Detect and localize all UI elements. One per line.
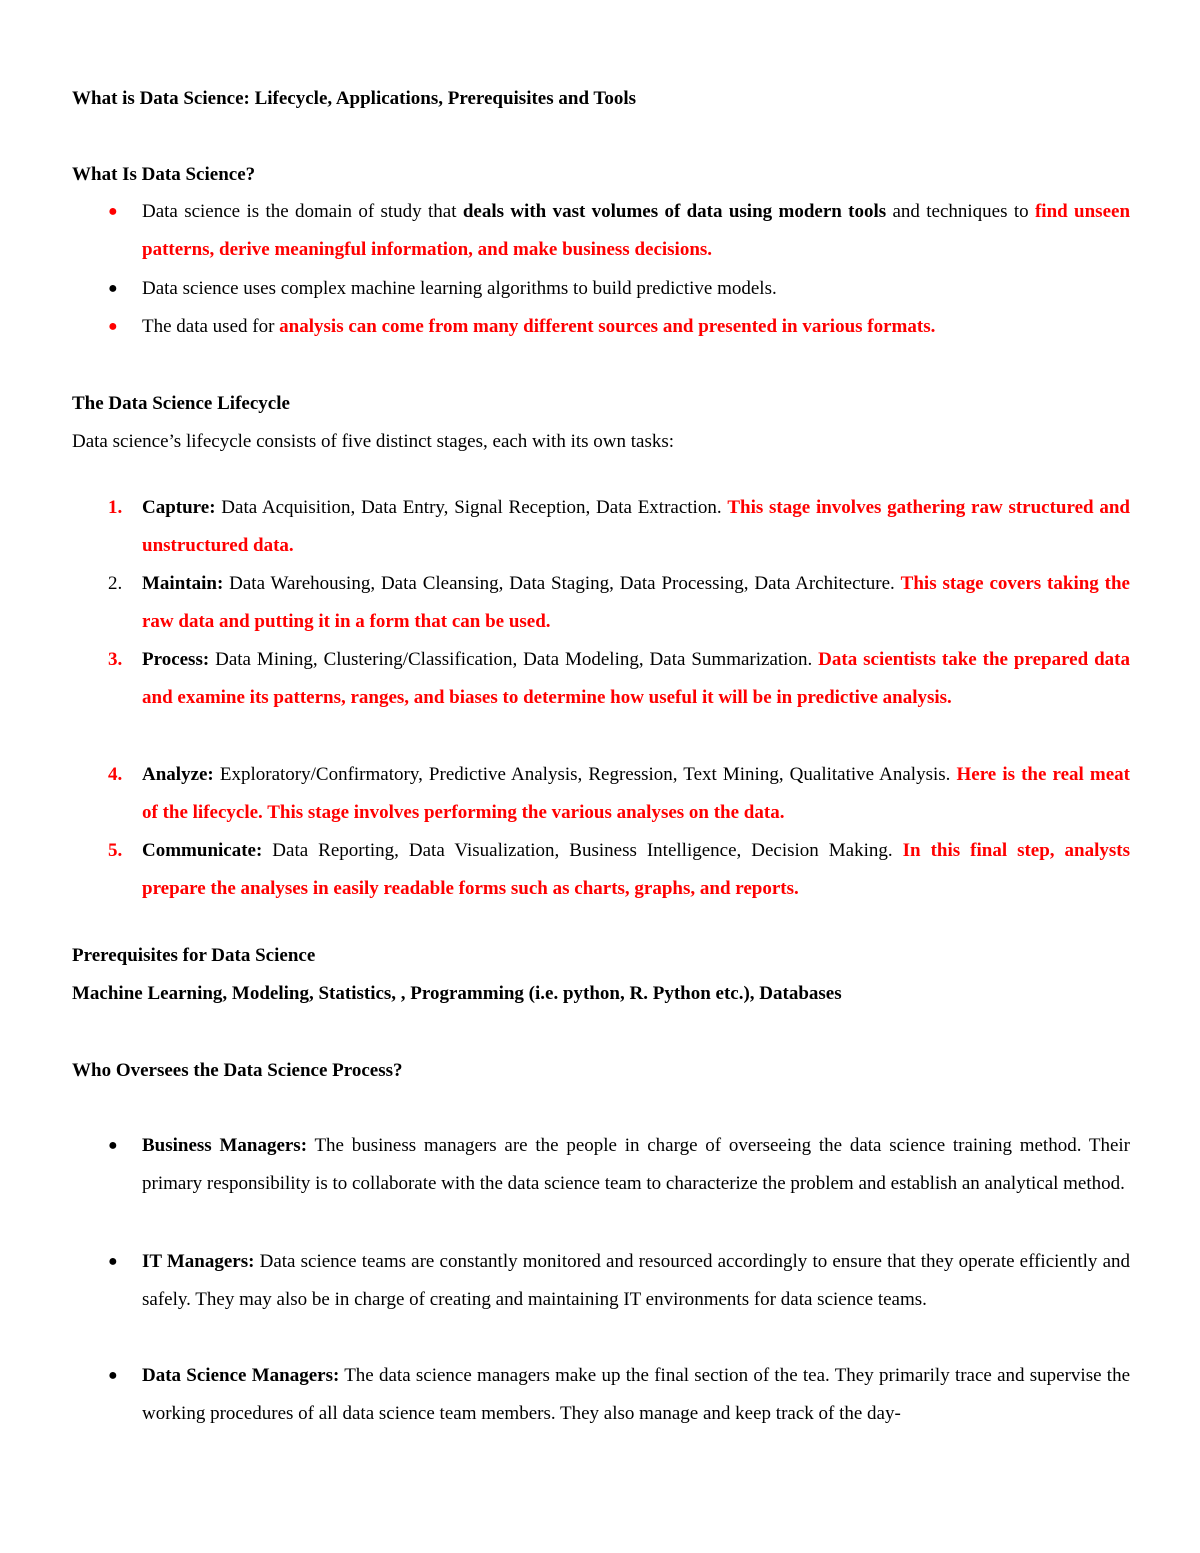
- list-item: The data used for analysis can come from many different sources and presented in various formats.: [142, 316, 936, 337]
- section-heading-oversees: Who Oversees the Data Science Process?: [72, 1060, 403, 1081]
- list-item: Data science is the domain of study that deals with vast volumes of data using modern tools and techniques to find unseen patterns, derive meaningful information, and make business decisions.: [142, 201, 1131, 260]
- lifecycle-stage-communicate: Communicate: Data Reporting, Data Visualization, Business Intelligence, Decision Making. In this final step, analysts prepare the analyses in easily readable forms such as charts, graphs, and reports.: [142, 840, 1130, 899]
- document-title: What is Data Science: Lifecycle, Applications, Prerequisites and Tools: [72, 88, 637, 109]
- bullet-icon: ●: [108, 1367, 118, 1384]
- list-number: 5.: [108, 840, 123, 861]
- list-number: 2.: [108, 573, 123, 594]
- list-item: Data science uses complex machine learning algorithms to build predictive models.: [142, 278, 777, 299]
- section-heading-lifecycle: The Data Science Lifecycle: [72, 393, 290, 414]
- list-item: IT Managers: Data science teams are constantly monitored and resourced accordingly to ensure that they operate efficiently and safely. They may also be in charge of creating and maintaining IT environments for data science teams.: [142, 1251, 1130, 1310]
- bullet-icon: ●: [108, 1253, 118, 1270]
- list-number: 3.: [108, 649, 123, 670]
- list-number: 4.: [108, 764, 123, 785]
- list-number: 1.: [108, 497, 123, 518]
- lifecycle-stage-capture: Capture: Data Acquisition, Data Entry, Signal Reception, Data Extraction. This stage involves gathering raw structured and unstructured data.: [142, 497, 1130, 556]
- section-heading-what-is-data-science: What Is Data Science?: [72, 164, 256, 185]
- lifecycle-intro: Data science’s lifecycle consists of five distinct stages, each with its own tasks:: [72, 431, 675, 452]
- bullet-icon: ●: [108, 318, 118, 335]
- list-item: Business Managers: The business managers are the people in charge of overseeing the data science training method. Their primary responsibility is to collaborate with the data science team to characterize the problem and establish an analytical method.: [142, 1135, 1131, 1194]
- bullet-icon: ●: [108, 203, 118, 220]
- prerequisites-list: Machine Learning, Modeling, Statistics, , Programming (i.e. python, R. Python etc.), Databases: [72, 983, 842, 1004]
- list-item: Data Science Managers: The data science managers make up the final section of the tea. They primarily trace and supervise the working procedures of all data science team members. They also manage and keep track of the day-: [142, 1365, 1131, 1424]
- bullet-icon: ●: [108, 280, 118, 297]
- lifecycle-stage-process: Process: Data Mining, Clustering/Classification, Data Modeling, Data Summarization. Data scientists take the prepared data and examine its patterns, ranges, and biases to determine how useful it will be in predictive analysis.: [142, 649, 1130, 708]
- section-heading-prerequisites: Prerequisites for Data Science: [72, 945, 316, 966]
- lifecycle-stage-analyze: Analyze: Exploratory/Confirmatory, Predictive Analysis, Regression, Text Mining, Qualitative Analysis. Here is the real meat of the lifecycle. This stage involves performing the various analyses on the data.: [142, 764, 1130, 823]
- lifecycle-stage-maintain: Maintain: Data Warehousing, Data Cleansing, Data Staging, Data Processing, Data Architecture. This stage covers taking the raw data and putting it in a form that can be used.: [142, 573, 1130, 632]
- bullet-icon: ●: [108, 1137, 118, 1154]
